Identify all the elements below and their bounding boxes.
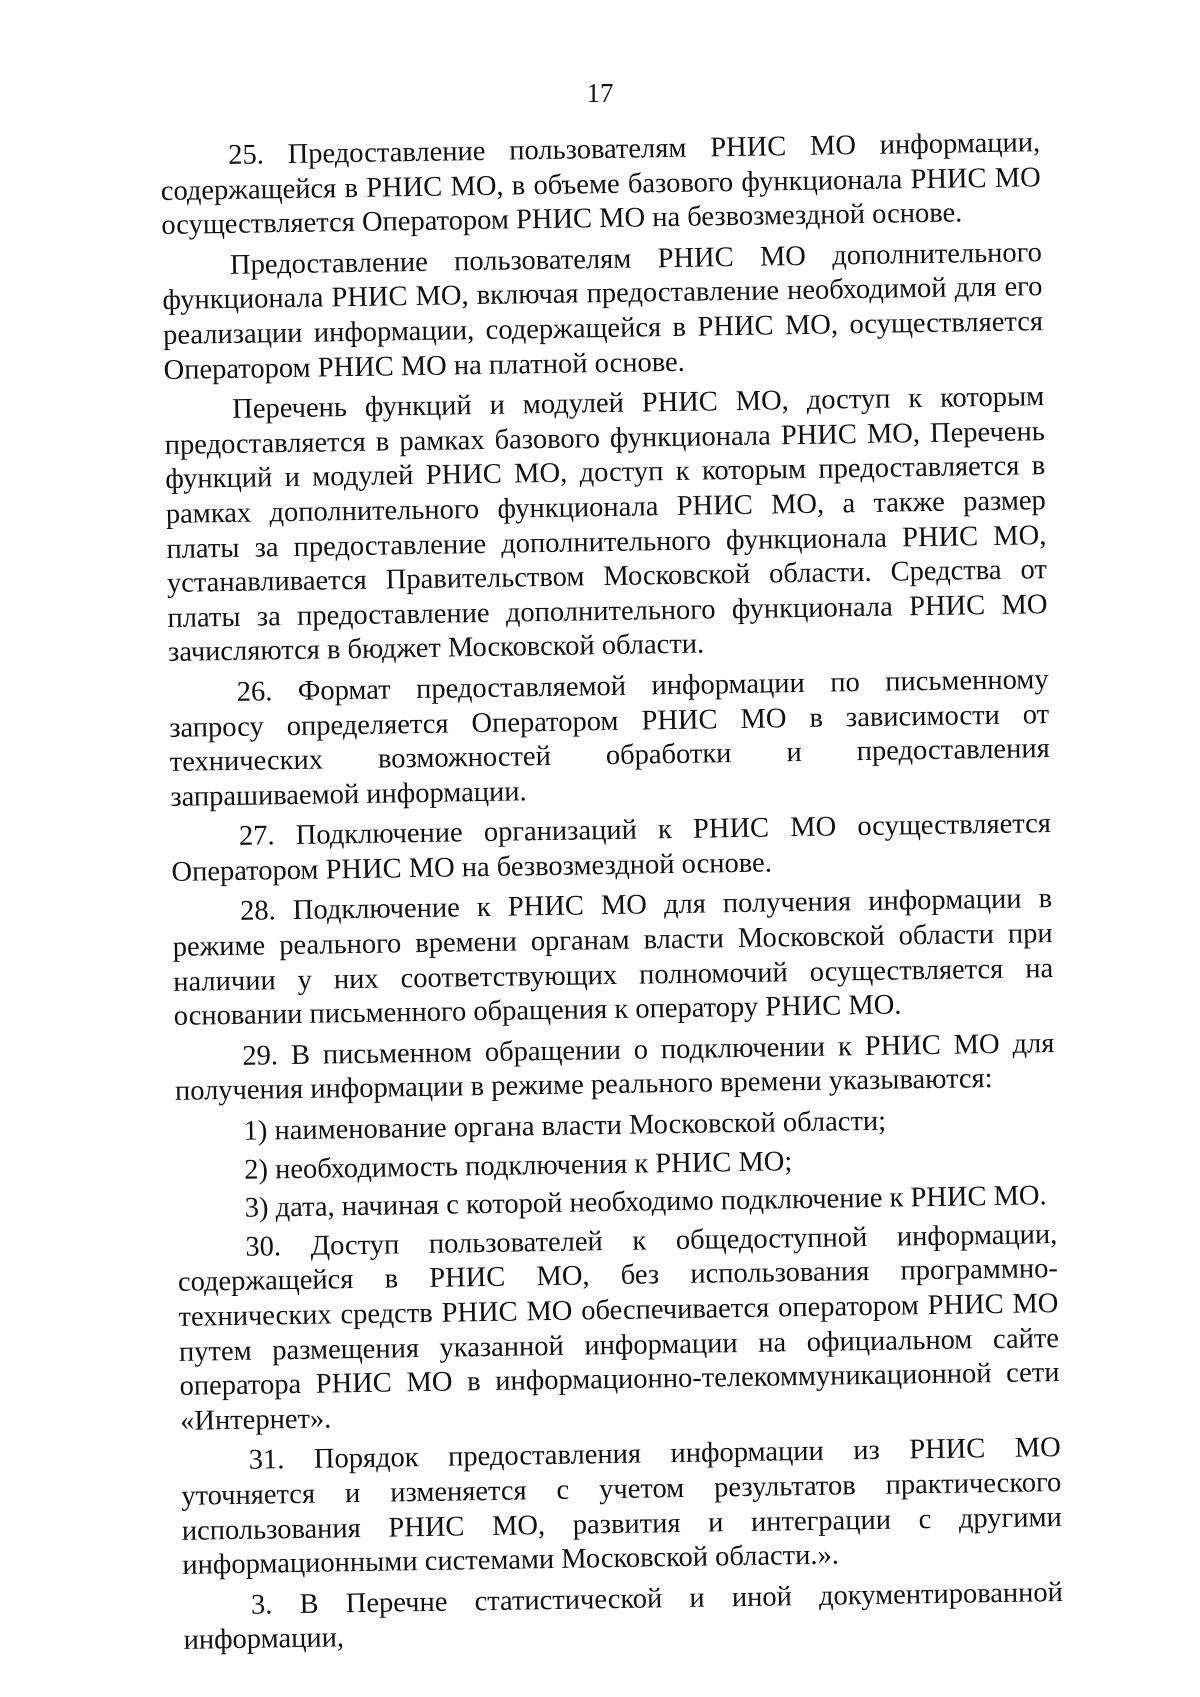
paragraph-27: 27. Подключение организаций к РНИС МО осуществляется Оператором РНИС МО на безвозмездной основе. — [171, 808, 1052, 888]
paragraph-25: 25. Предоставление пользователям РНИС МО информации, содержащейся в РНИС МО, в объеме базового функционала РНИС МО осуществляется Оператором РНИС МО на безвозмездной основе. — [160, 127, 1041, 242]
document-body — [160, 126, 1064, 1665]
paragraph-30: 30. Доступ пользователей к общедоступной информации, содержащейся в РНИС МО, без использования программно-технических средств РНИС МО обеспечивается оператором РНИС МО путем размещения указанной информации на официальном сайте оператора РНИС МО в информационно-телекоммуникационной сети «Интернет». — [177, 1218, 1060, 1437]
paragraph-25-function-list: Перечень функций и модулей РНИС МО, доступ к которым предоставляется в рамках базового функционала РНИС МО, Перечень функций и модулей РНИС МО, доступ к которым предоставляется в рамках дополнительного функционала РНИС МО, а также размер платы за предоставление дополнительного функционала РНИС МО, устанавливается Правительством Московской области. Средства от платы за предоставление дополнительного функционала РНИС МО зачисляются в бюджет Московской области. — [164, 381, 1048, 669]
page-number: 17 — [586, 78, 614, 108]
paragraph-26: 26. Формат предоставляемой информации по письменному запросу определяется Оператором РНИС МО в зависимости от технических возможностей обработки и предоставления запрашиваемой информации. — [168, 664, 1050, 813]
paragraph-28: 28. Подключение к РНИС МО для получения информации в режиме реального времени органам власти Московской области при наличии у них соответствующих полномочий осуществляется на основании письменного обращения к оператору РНИС МО. — [172, 883, 1054, 1033]
list-item: 3) дата, начиная с которой необходимо подключение к РНИС МО. — [244, 1180, 1047, 1225]
list-item: 1) наименование органа власти Московской области; — [243, 1105, 887, 1147]
paragraph-3: 3. В Перечне статистической и иной документированной информации, — [183, 1576, 1064, 1657]
paragraph-31: 31. Порядок предоставления информации из РНИС МО уточняется и изменяется с учетом результатов практического использования РНИС МО, развития и интеграции с другими информационными системами Московской области.». — [181, 1432, 1062, 1581]
paragraph-29: 29. В письменном обращении о подключении к РНИС МО для получения информации в режиме реального времени указываются: — [174, 1027, 1055, 1108]
paragraph-25-additional-functionality: Предоставление пользователям РНИС МО дополнительного функционала РНИС МО, включая предоставление необходимой для его реализации информации, содержащейся в РНИС МО, осуществляется Оператором РНИС МО на платной основе. — [162, 236, 1044, 386]
list-item: 2) необходимость подключения к РНИС МО; — [243, 1145, 793, 1186]
